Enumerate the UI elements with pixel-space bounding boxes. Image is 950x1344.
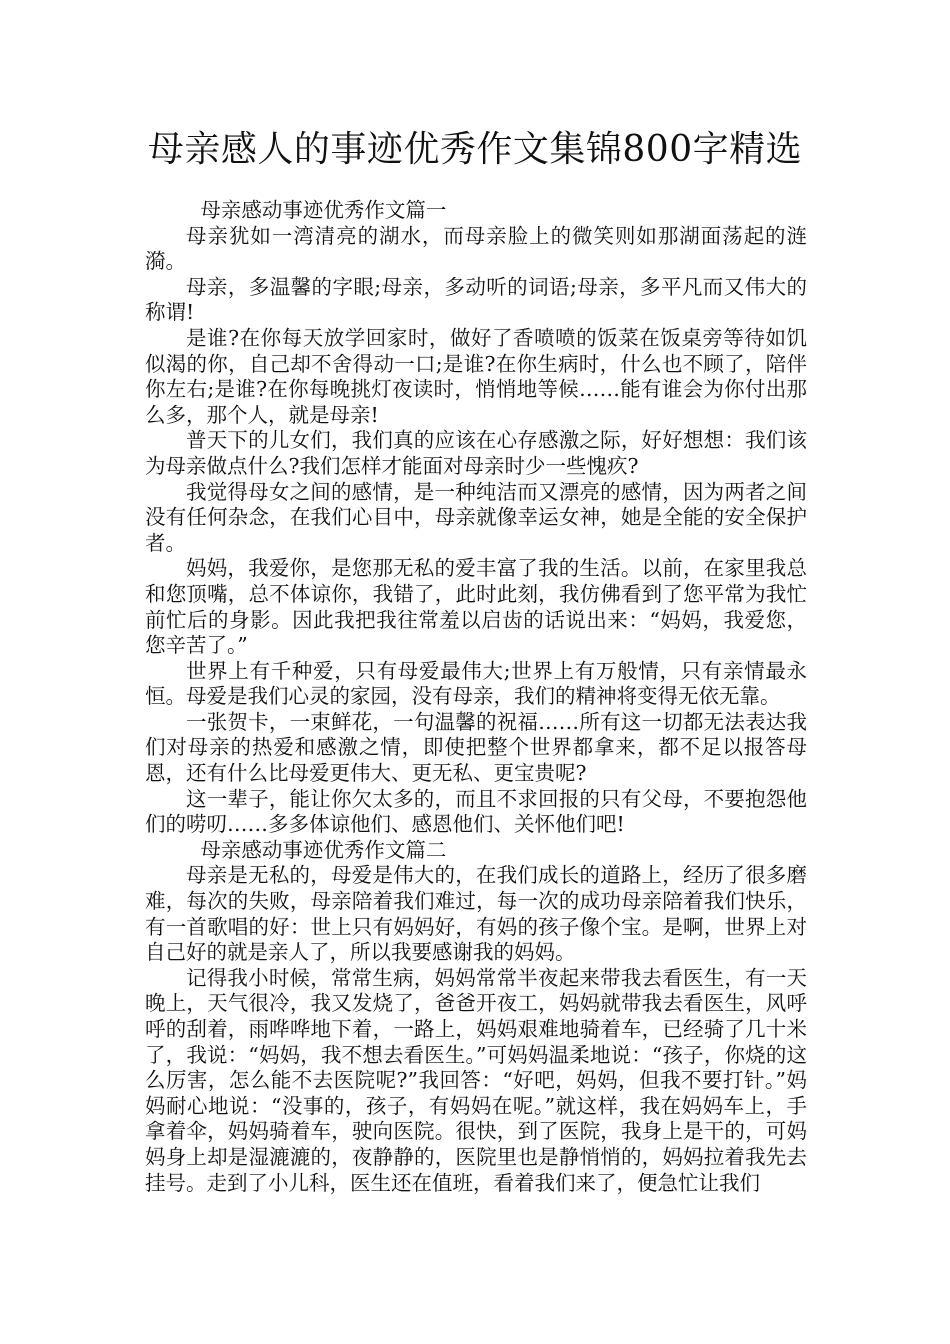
paragraph: 我觉得母女之间的感情，是一种纯洁而又漂亮的感情，因为两者之间没有任何杂念，在我们心目中，母亲就像幸运女神，她是全能的安全保护者。 (145, 479, 807, 555)
paragraph: 是谁?在你每天放学回家时，做好了香喷喷的饭菜在饭桌旁等待如饥似渴的你，自己却不舍得动一口;是谁?在你生病时，什么也不顾了，陪伴你左右;是谁?在你每晚挑灯夜读时，悄悄地等候……能有谁会为你付出那么多，那个人，就是母亲! (145, 325, 807, 427)
paragraph: 母亲是无私的，母爱是伟大的，在我们成长的道路上，经历了很多磨难，每次的失败，母亲陪着我们难过，每一次的成功母亲陪着我们快乐，有一首歌唱的好：世上只有妈妈好，有妈的孩子像个宝。是啊，世界上对自己好的就是亲人了，所以我要感谢我的妈妈。 (145, 863, 807, 965)
paragraph: 母亲犹如一湾清亮的湖水，而母亲脸上的微笑则如那湖面荡起的涟漪。 (145, 223, 807, 274)
paragraph: 一张贺卡，一束鲜花，一句温馨的祝福……所有这一切都无法表达我们对母亲的热爱和感激之情，即使把整个世界都拿来，都不足以报答母恩，还有什么比母爱更伟大、更无私、更宝贵呢? (145, 709, 807, 786)
paragraph: 世界上有千种爱，只有母爱最伟大;世界上有万般情，只有亲情最永恒。母爱是我们心灵的家园，没有母亲，我们的精神将变得无依无靠。 (145, 658, 807, 709)
section-heading: 母亲感动事迹优秀作文篇二 (200, 837, 447, 862)
document-body (145, 198, 807, 1196)
paragraph: 这一辈子，能让你欠太多的，而且不求回报的只有父母，不要抱怨他们的唠叨……多多体谅他们、感恩他们、关怀他们吧! (145, 786, 807, 837)
paragraph: 妈妈，我爱你，是您那无私的爱丰富了我的生活。以前，在家里我总和您顶嘴，总不体谅你，我错了，此时此刻，我仿佛看到了您平常为我忙前忙后的身影。因此我把我往常羞以启齿的话说出来：“妈妈，我爱您，您辛苦了。” (145, 556, 807, 658)
section-heading: 母亲感动事迹优秀作文篇一 (200, 198, 447, 222)
paragraph: 记得我小时候，常常生病，妈妈常常半夜起来带我去看医生，有一天晚上，天气很冷，我又发烧了，爸爸开夜工，妈妈就带我去看医生，风呼呼的刮着，雨哗哗地下着，一路上，妈妈艰难地骑着车，已经骑了几十米了，我说：“妈妈，我不想去看医生。”可妈妈温柔地说：“孩子，你烧的这么厉害，怎么能不去医院呢?”我回答：“好吧，妈妈，但我不要打针。”妈妈耐心地说：“没事的，孩子，有妈妈在呢。”就这样，我在妈妈车上，手拿着伞，妈妈骑着车，驶向医院。很快，到了医院，我身上是干的，可妈妈身上却是湿漉漉的，夜静静的，医院里也是静悄悄的，妈妈拉着我先去挂号。走到了小儿科，医生还在值班，看着我们来了，便急忙让我们 (145, 965, 807, 1195)
document-title: 母亲感人的事迹优秀作文集锦800字精选 (147, 129, 803, 170)
paragraph: 普天下的儿女们，我们真的应该在心存感激之际，好好想想：我们该为母亲做点什么?我们怎样才能面对母亲时少一些愧疚? (145, 428, 807, 478)
paragraph: 母亲，多温馨的字眼;母亲，多动听的词语;母亲，多平凡而又伟大的称谓! (145, 274, 807, 325)
